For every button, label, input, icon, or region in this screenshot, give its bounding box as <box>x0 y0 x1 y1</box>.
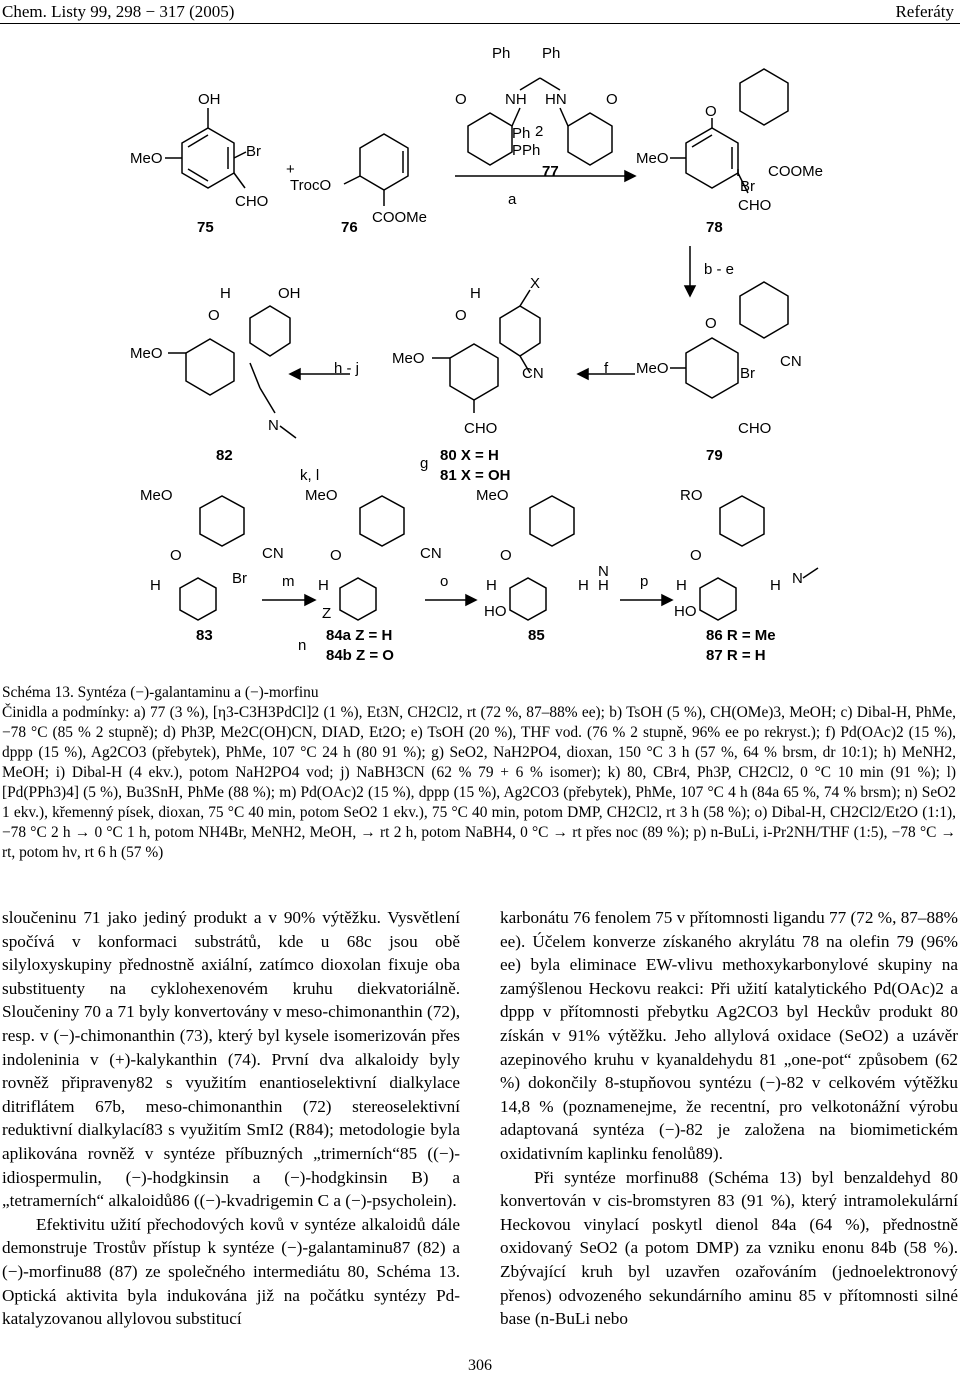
svg-text:CHO: CHO <box>738 197 772 214</box>
label-81: 81 X = OH <box>440 467 511 484</box>
step-m: m <box>282 573 295 590</box>
svg-text:HO: HO <box>674 603 697 620</box>
svg-text:MeO: MeO <box>392 350 425 367</box>
compound-78-structure <box>636 69 823 214</box>
page-number: 306 <box>468 1357 492 1374</box>
scheme-caption <box>2 683 956 863</box>
label-80: 80 X = H <box>440 447 499 464</box>
svg-text:H: H <box>578 577 589 594</box>
plus-sign: + <box>286 161 295 178</box>
svg-text:CN: CN <box>780 353 802 370</box>
label-84b: 84b Z = O <box>326 647 394 664</box>
svg-text:H: H <box>486 577 497 594</box>
svg-text:Z: Z <box>322 605 332 622</box>
svg-text:PPh: PPh <box>512 142 541 159</box>
svg-text:HO: HO <box>484 603 507 620</box>
svg-text:O: O <box>455 91 467 108</box>
label-87: 87 R = H <box>706 647 766 664</box>
svg-text:X: X <box>530 275 541 292</box>
svg-text:HN: HN <box>545 91 567 108</box>
ligand-77-structure <box>455 45 618 165</box>
svg-text:MeO: MeO <box>305 487 338 504</box>
svg-text:CN: CN <box>522 365 544 382</box>
svg-text:RO: RO <box>680 487 703 504</box>
right-paragraph-1: karbonátu 76 fenolem 75 v přítomnosti ligandu 77 (72 %, 87–88% ee). Účelem konverze získaného akrylátu 78 na olefin 79 (96% ee) byla eliminace EW-vlivu methoxykarbonylové skupiny na zamýšlenou Heckovu reakci: Při užití katalytického Pd(OAc)2 a dppp v přítomnosti přebytku Ag2CO3 byl Heckův produkt 80 získán v 91% výtěžku. Jeho allylová oxidace (SeO2) a uzávěr azepinového kruhu v kyanaldehydu 81 „one-pot“ způsobem (62 %) dokončily 8-stupňovou syntézu (−)-82 v celkovém výtěžku 14,8 % (poznamenejme, že recentní, pro velkotonážní výrobu adaptovaná syntéza (−)-82 je založena na biomimetickém oxidativním kaplinku fenolů89). <box>500 908 958 1163</box>
left-text-column <box>2 906 460 1331</box>
svg-text:CHO: CHO <box>235 193 269 210</box>
step-n: n <box>298 637 307 654</box>
compound-79-structure <box>636 282 802 437</box>
svg-text:CHO: CHO <box>464 420 498 437</box>
compound-82-structure <box>130 285 301 438</box>
label-86: 86 R = Me <box>706 627 776 644</box>
svg-text:Ph: Ph <box>512 125 531 142</box>
svg-text:Br: Br <box>740 178 755 195</box>
svg-text:Br: Br <box>246 143 261 160</box>
running-header <box>0 0 960 28</box>
step-f: f <box>604 360 609 377</box>
svg-text:CN: CN <box>420 545 442 562</box>
step-p: p <box>640 573 649 590</box>
compound-85-structure <box>476 487 609 620</box>
svg-text:COOMe: COOMe <box>768 163 824 180</box>
svg-text:O: O <box>455 307 467 324</box>
svg-text:H: H <box>318 577 329 594</box>
compound-86-87-structure <box>674 487 818 620</box>
svg-text:H: H <box>676 577 687 594</box>
svg-text:Br: Br <box>232 570 247 587</box>
svg-text:H: H <box>220 285 231 302</box>
left-paragraph-2: Efektivitu užití přechodových kovů v syntéze alkaloidů dále demonstruje Trostův přístup k syntéze (−)-galantaminu87 (82) a (−)-morfinu88 (87) ze společného intermediátu 80, Schéma 13. Optická aktivita byla indukována již na počátku syntézy Pd-katalyzovanou allylovou substitucí <box>2 1214 460 1329</box>
step-h-j: h - j <box>334 360 360 377</box>
right-paragraph-2: Při syntéze morfinu88 (Schéma 13) byl benzaldehyd 80 konvertován v cis-bromstyren 83 (91 %), který intramolekulární Heckovou vinylací poskytl dienol 84a (64 %), přednostně oxidovaný SeO2 (a potom DMP) za vzniku enonu 84b (58 %). Zbývající kruh byl uzavřen ozařováním (jednoelektronový přenos) odvozeného sekundárního aminu 85 v přítomnosti silné base (n-BuLi nebo <box>500 1167 958 1329</box>
svg-text:N: N <box>792 570 803 587</box>
svg-text:O: O <box>330 547 342 564</box>
svg-text:MeO: MeO <box>140 487 173 504</box>
label-83: 83 <box>196 627 213 644</box>
reaction-scheme <box>0 28 960 678</box>
svg-text:O: O <box>208 307 220 324</box>
label-84a: 84a Z = H <box>326 627 393 644</box>
svg-text:NH: NH <box>505 91 527 108</box>
svg-text:MeO: MeO <box>636 150 669 167</box>
svg-text:Ph: Ph <box>492 45 511 62</box>
svg-text:MeO: MeO <box>130 345 163 362</box>
label-79: 79 <box>706 447 723 464</box>
svg-text:O: O <box>170 547 182 564</box>
label-78: 78 <box>706 219 723 236</box>
step-b-e: b - e <box>704 261 735 278</box>
svg-text:MeO: MeO <box>636 360 669 377</box>
svg-text:TrocO: TrocO <box>290 177 332 194</box>
svg-text:O: O <box>690 547 702 564</box>
caption-title: Schéma 13. Syntéza (−)-galantaminu a (−)-morfinu <box>2 684 319 701</box>
svg-text:N: N <box>598 563 609 580</box>
header-rule <box>0 23 960 24</box>
svg-text:H: H <box>598 577 609 594</box>
left-paragraph-1: sloučeninu 71 jako jediný produkt a v 90% výtěžku. Vysvětlení spočívá v konformaci substrátů, kde u 68c jsou obě silyloxyskupiny přednostně axiální, zatímco dioxolan fixuje oba substituenty na cyklohexenovém kruhu diekvatoriálně. Sloučeniny 70 a 71 byly konvertovány v meso-chimonanthin (72), resp. v (−)-chimonanthin (73), který byl kysele isomerizován přes indoleninia v (+)-kalykanthin (74). První dva alkaloidy byly rovněž připraveny82 s využitím enantioselektivní dialkylace ditriflátem 67b, meso-chimonanthin (72) stereoselektivní reduktivní dialkylací83 s využitím SmI2 (R84); metodologie byla aplikována rovněž v syntéze příbuzných „trimerních“85 ((−)-idiospermulin, (−)-hodgkinsin a (−)-hodgkinsin B) a „tetramerních“ alkaloidů86 ((−)-kvadrigemin C a (−)-psycholein). <box>2 908 460 1211</box>
svg-text:Ph: Ph <box>542 45 561 62</box>
svg-text:O: O <box>500 547 512 564</box>
svg-text:Br: Br <box>740 365 755 382</box>
section-name: Referáty <box>895 2 954 21</box>
svg-text:MeO: MeO <box>130 150 163 167</box>
svg-text:MeO: MeO <box>476 487 509 504</box>
step-o: o <box>440 573 449 590</box>
step-k-l: k, l <box>300 467 320 484</box>
step-a: a <box>508 191 517 208</box>
svg-text:H: H <box>770 577 781 594</box>
svg-text:CHO: CHO <box>738 420 772 437</box>
right-text-column <box>500 906 958 1331</box>
svg-text:OH: OH <box>198 91 221 108</box>
compound-84-structure <box>305 487 442 622</box>
label-82: 82 <box>216 447 233 464</box>
svg-text:H: H <box>470 285 481 302</box>
svg-text:CN: CN <box>262 545 284 562</box>
caption-conditions: Činidla a podmínky: a) 77 (3 %), [η3-C3H3PdCl]2 (1 %), Et3N, CH2Cl2, rt (72 %, 87–88% ee); b) TsOH (5 %), CH(OMe)3, MeOH; c) Dibal-H, PhMe, −78 °C (85 % 2 stupně); d) Ph3P, Me2C(OH)CN, DIAD, Et2O; e) TsOH (20 %), THF vod. (76 % 2 stupně, 96% ee po rekryst.); f) Pd(OAc)2 (15 %), dppp (15 %), Ag2CO3 (přebytek), PhMe, 107 °C 24 h (80 91 %); g) SeO2, NaH2PO4, dioxan, 150 °C 3 h (57 %, 64 % brsm, dr 10:1); h) MeNH2, MeOH; i) Dibal-H (4 ekv.), potom NaH2PO4 vod; j) NaBH3CN (62 % 79 + 6 % isomer); k) 80, CBr4, Ph3P, CH2Cl2, 0 °C 10 min (91 %); l) [Pd(PPh3)4] (5 %), Bu3SnH, PhMe (88 %); m) Pd(OAc)2 (15 %), dppp (15 %), Ag2CO3 (přebytek), PhMe, 107 °C 4 h (84a 65 %, 74 % brsm); n) SeO2 1 ekv.), křemenný písek, dioxan, 75 °C 40 min, potom SeO2 1 ekv.), 75 °C 40 min, potom DMP, CH2Cl2, rt 3 h (58 %); o) Dibal-H, CH2Cl2/Et2O (1:1), −78 °C 2 h → 0 °C 1 h, potom NH4Br, MeNH2, MeOH, → rt 2 h, potom NaBH4, 0 °C → rt přes noc (89 %); p) n-BuLi, i-Pr2NH/THF (1:5), −78 °C → rt, potom hν, rt 6 h (57 %) <box>2 704 956 861</box>
svg-text:O: O <box>705 103 717 120</box>
svg-text:2: 2 <box>535 123 544 140</box>
svg-text:H: H <box>150 577 161 594</box>
svg-text:OH: OH <box>278 285 301 302</box>
label-77: 77 <box>542 163 559 180</box>
svg-text:O: O <box>705 315 717 332</box>
svg-text:O: O <box>606 91 618 108</box>
svg-text:N: N <box>268 417 279 434</box>
journal-citation: Chem. Listy 99, 298 − 317 (2005) <box>2 2 235 21</box>
svg-text:COOMe: COOMe <box>372 209 428 226</box>
label-75: 75 <box>197 219 214 236</box>
compound-75-structure <box>130 91 268 210</box>
label-85: 85 <box>528 627 545 644</box>
label-76: 76 <box>341 219 358 236</box>
compound-76-structure <box>290 134 427 226</box>
compound-80-81-structure <box>392 275 544 437</box>
step-g: g <box>420 455 429 472</box>
